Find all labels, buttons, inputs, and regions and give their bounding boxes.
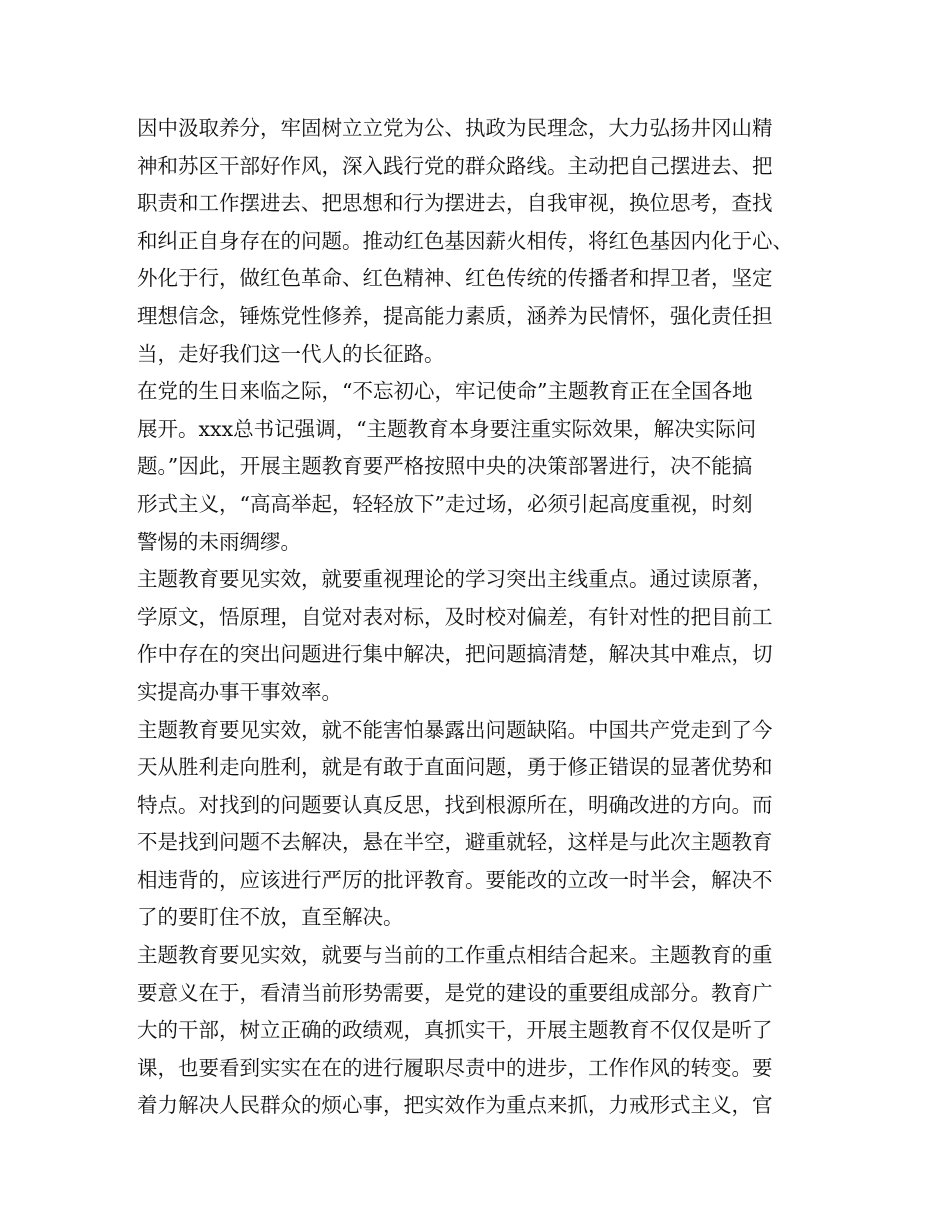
text-line: 警惕的未雨绸缪。	[137, 529, 301, 554]
text-line: 形式主义，“高高举起，轻轻放下”走过场，必须引起高度重视，时刻	[137, 491, 753, 516]
text-line: 和纠正自身存在的问题。推动红色基因薪火相传，将红色基因内化于心、	[137, 228, 793, 253]
text-line: 职责和工作摆进去、把思想和行为摆进去，自我审视，换位思考，查找	[137, 191, 773, 216]
text-line: 课，也要看到实实在在的进行履职尽责中的进步，工作作风的转变。要	[137, 1055, 773, 1080]
paragraph-5	[137, 937, 827, 1125]
text-line: 展开。xxx总书记强调，“主题教育本身要注重实际效果，解决实际问	[137, 416, 757, 441]
text-line: 外化于行，做红色革命、红色精神、红色传统的传播者和捍卫者，坚定	[137, 266, 773, 291]
text-line: 主题教育要见实效，就要与当前的工作重点相结合起来。主题教育的重	[137, 943, 773, 968]
paragraph-2	[137, 373, 827, 561]
text-line: 理想信念，锤炼党性修养，提高能力素质，涵养为民情怀，强化责任担	[137, 303, 773, 328]
paragraph-4	[137, 712, 827, 938]
text-line: 主题教育要见实效，就不能害怕暴露出问题缺陷。中国共产党走到了今	[137, 717, 773, 742]
text-line: 相违背的，应该进行严厉的批评教育。要能改的立改一时半会，解决不	[137, 867, 773, 892]
text-line: 作中存在的突出问题进行集中解决，把问题搞清楚，解决其中难点，切	[137, 642, 773, 667]
paragraph-1	[137, 110, 827, 373]
text-line: 主题教育要见实效，就要重视理论的学习突出主线重点。通过读原著，	[137, 567, 773, 592]
text-line: 因中汲取养分，牢固树立立党为公、执政为民理念，大力弘扬井冈山精	[137, 116, 773, 140]
text-line: 大的干部，树立正确的政绩观，真抓实干，开展主题教育不仅仅是听了	[137, 1018, 773, 1043]
text-line: 在党的生日来临之际，“不忘初心，牢记使命”主题教育正在全国各地	[137, 379, 753, 404]
text-line: 神和苏区干部好作风，深入践行党的群众路线。主动把自己摆进去、把	[137, 153, 773, 178]
text-line: 当，走好我们这一代人的长征路。	[137, 341, 445, 366]
text-line: 特点。对找到的问题要认真反思，找到根源所在，明确改进的方向。而	[137, 792, 773, 817]
text-line: 学原文，悟原理，自觉对表对标，及时校对偏差，有针对性的把目前工	[137, 604, 773, 629]
text-line: 天从胜利走向胜利，就是有敢于直面问题，勇于修正错误的显著优势和	[137, 755, 773, 780]
text-line: 要意义在于，看清当前形势需要，是党的建设的重要组成部分。教育广	[137, 980, 773, 1005]
text-line: 着力解决人民群众的烦心事，把实效作为重点来抓，力戒形式主义，官	[137, 1093, 773, 1118]
text-line: 不是找到问题不去解决，悬在半空，避重就轻，这样是与此次主题教育	[137, 830, 773, 855]
text-line: 题。”因此，开展主题教育要严格按照中央的决策部署进行，决不能搞	[137, 454, 753, 479]
document-body	[137, 110, 827, 1125]
text-line: 了的要盯住不放，直至解决。	[137, 905, 404, 930]
text-line: 实提高办事干事效率。	[137, 679, 342, 704]
paragraph-3	[137, 561, 827, 711]
